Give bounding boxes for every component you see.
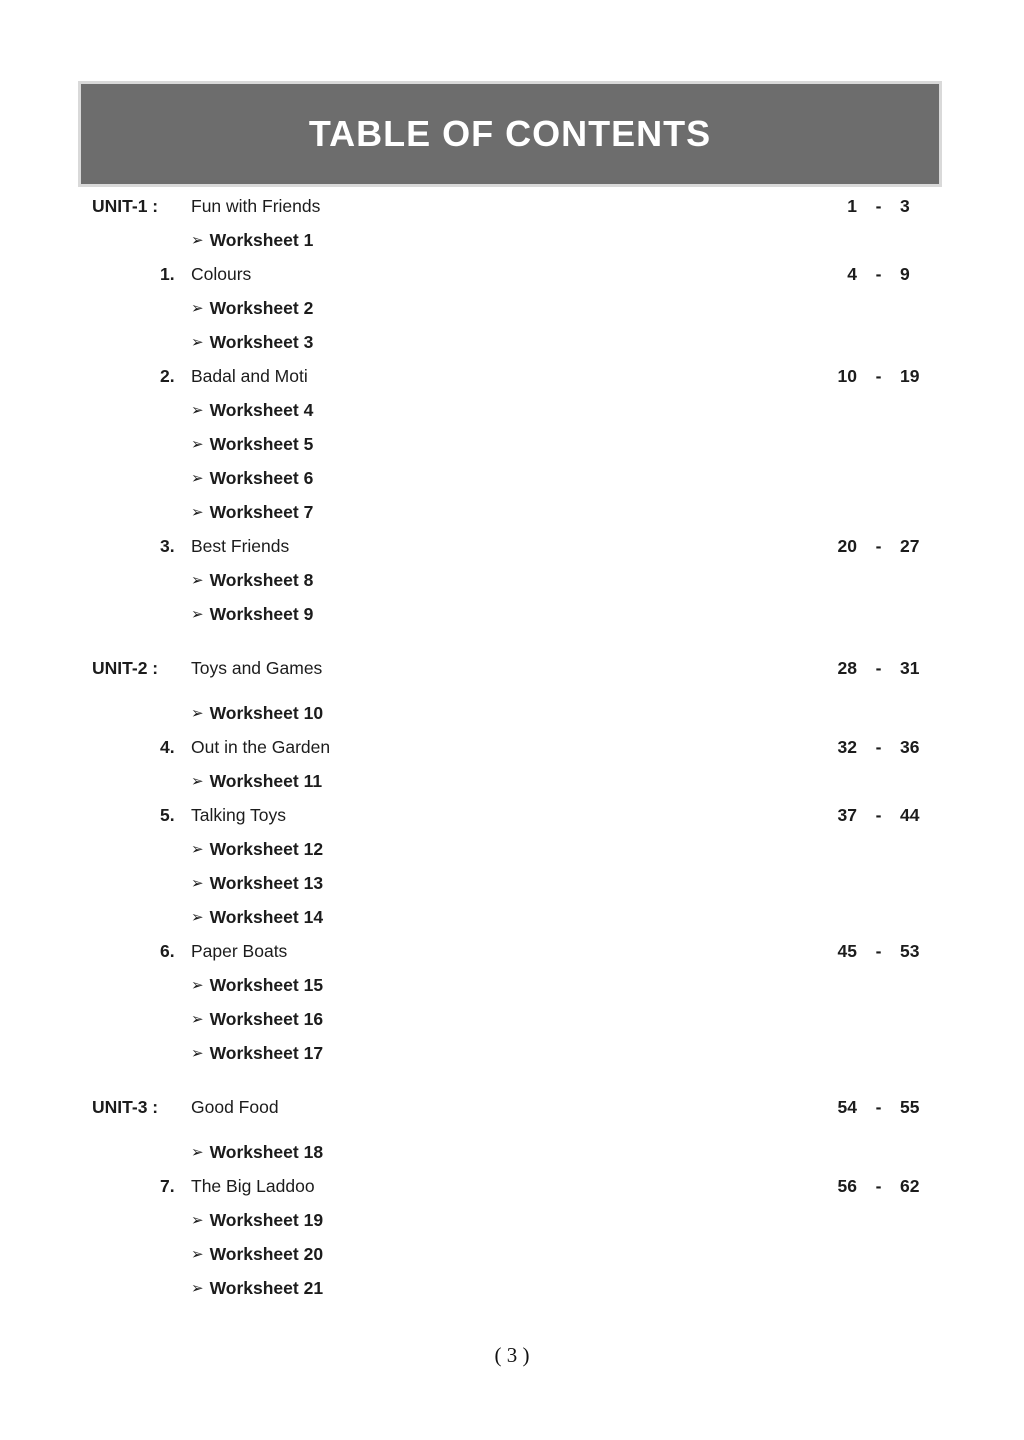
toc-row-lesson bbox=[80, 529, 944, 563]
worksheet-title: Worksheet 21 bbox=[209, 1278, 324, 1298]
toc-row-lesson bbox=[80, 934, 944, 968]
toc-row-unit bbox=[80, 1090, 944, 1124]
arrow-bullet-icon: ➢ bbox=[191, 1044, 204, 1062]
toc-row-worksheet bbox=[80, 291, 944, 325]
page-range bbox=[817, 257, 944, 291]
toc-row-worksheet bbox=[80, 563, 944, 597]
page-title-banner bbox=[78, 81, 942, 187]
toc-row-lesson bbox=[80, 359, 944, 393]
page-dash: - bbox=[875, 264, 882, 284]
arrow-bullet-icon: ➢ bbox=[191, 1279, 204, 1297]
toc-row-worksheet bbox=[80, 866, 944, 900]
arrow-bullet-icon: ➢ bbox=[191, 840, 204, 858]
page-dash: - bbox=[875, 941, 882, 961]
toc-row-worksheet bbox=[80, 325, 944, 359]
page-range bbox=[817, 529, 944, 563]
arrow-bullet-icon: ➢ bbox=[191, 976, 204, 994]
lesson-title: Out in the Garden bbox=[191, 737, 331, 757]
arrow-bullet-icon: ➢ bbox=[191, 1010, 204, 1028]
toc-row-worksheet bbox=[80, 900, 944, 934]
toc-row-worksheet bbox=[80, 1036, 944, 1070]
page-dash: - bbox=[875, 658, 882, 678]
toc-row-worksheet bbox=[80, 696, 944, 730]
toc-row-worksheet bbox=[80, 832, 944, 866]
lesson-title: Colours bbox=[191, 264, 252, 284]
toc-row-worksheet bbox=[80, 393, 944, 427]
arrow-bullet-icon: ➢ bbox=[191, 571, 204, 589]
page-start: 1 bbox=[847, 196, 857, 216]
page-end: 36 bbox=[900, 737, 920, 757]
toc-row-worksheet bbox=[80, 427, 944, 461]
lesson-title: Badal and Moti bbox=[191, 366, 308, 386]
lesson-title: Best Friends bbox=[191, 536, 290, 556]
arrow-bullet-icon: ➢ bbox=[191, 231, 204, 249]
worksheet-title: Worksheet 2 bbox=[209, 298, 314, 318]
page-start: 28 bbox=[837, 658, 857, 678]
worksheet-title: Worksheet 20 bbox=[209, 1244, 324, 1264]
toc-row-worksheet bbox=[80, 1135, 944, 1169]
page-range bbox=[817, 189, 944, 223]
page-start: 37 bbox=[837, 805, 857, 825]
worksheet-title: Worksheet 7 bbox=[209, 502, 314, 522]
page-range bbox=[817, 1169, 944, 1203]
lesson-number: 2. bbox=[160, 366, 175, 386]
toc-row-worksheet bbox=[80, 495, 944, 529]
page-dash: - bbox=[875, 805, 882, 825]
page-end: 53 bbox=[900, 941, 920, 961]
worksheet-title: Worksheet 14 bbox=[209, 907, 324, 927]
worksheet-title: Worksheet 5 bbox=[209, 434, 314, 454]
worksheet-title: Worksheet 10 bbox=[209, 703, 324, 723]
page-end: 44 bbox=[900, 805, 920, 825]
page-footer bbox=[0, 1341, 1024, 1369]
page-end: 9 bbox=[900, 264, 910, 284]
worksheet-title: Worksheet 18 bbox=[209, 1142, 324, 1162]
page-start: 54 bbox=[837, 1097, 857, 1117]
unit-title: Toys and Games bbox=[191, 658, 323, 678]
arrow-bullet-icon: ➢ bbox=[191, 1143, 204, 1161]
page-range bbox=[817, 798, 944, 832]
page-start: 56 bbox=[837, 1176, 857, 1196]
page-start: 4 bbox=[847, 264, 857, 284]
arrow-bullet-icon: ➢ bbox=[191, 469, 204, 487]
toc-row-worksheet bbox=[80, 223, 944, 257]
page-start: 10 bbox=[837, 366, 857, 386]
page-range bbox=[817, 730, 944, 764]
page-dash: - bbox=[875, 536, 882, 556]
unit-label: UNIT-2 : bbox=[92, 658, 159, 678]
worksheet-title: Worksheet 11 bbox=[209, 771, 323, 791]
page-dash: - bbox=[875, 737, 882, 757]
toc-row-worksheet bbox=[80, 1203, 944, 1237]
arrow-bullet-icon: ➢ bbox=[191, 605, 204, 623]
page-end: 27 bbox=[900, 536, 920, 556]
unit-label: UNIT-1 : bbox=[92, 196, 159, 216]
arrow-bullet-icon: ➢ bbox=[191, 435, 204, 453]
toc-row-lesson bbox=[80, 730, 944, 764]
worksheet-title: Worksheet 19 bbox=[209, 1210, 324, 1230]
unit-title: Fun with Friends bbox=[191, 196, 321, 216]
page-range bbox=[817, 359, 944, 393]
arrow-bullet-icon: ➢ bbox=[191, 704, 204, 722]
lesson-title: The Big Laddoo bbox=[191, 1176, 315, 1196]
toc-row-worksheet bbox=[80, 597, 944, 631]
worksheet-title: Worksheet 3 bbox=[209, 332, 314, 352]
worksheet-title: Worksheet 13 bbox=[209, 873, 324, 893]
arrow-bullet-icon: ➢ bbox=[191, 1245, 204, 1263]
toc-row-worksheet bbox=[80, 1002, 944, 1036]
arrow-bullet-icon: ➢ bbox=[191, 299, 204, 317]
unit-title: Good Food bbox=[191, 1097, 279, 1117]
page-dash: - bbox=[875, 1097, 882, 1117]
page-dash: - bbox=[875, 366, 882, 386]
page-start: 20 bbox=[837, 536, 857, 556]
toc-row-unit bbox=[80, 189, 944, 223]
page-range bbox=[817, 651, 944, 685]
lesson-number: 5. bbox=[160, 805, 175, 825]
worksheet-title: Worksheet 8 bbox=[209, 570, 314, 590]
page-end: 55 bbox=[900, 1097, 920, 1117]
toc-row-unit bbox=[80, 651, 944, 685]
lesson-number: 6. bbox=[160, 941, 175, 961]
page-range bbox=[817, 1090, 944, 1124]
worksheet-title: Worksheet 6 bbox=[209, 468, 314, 488]
page-end: 3 bbox=[900, 196, 910, 216]
unit-label: UNIT-3 : bbox=[92, 1097, 159, 1117]
toc-list bbox=[80, 185, 944, 1305]
worksheet-title: Worksheet 1 bbox=[209, 230, 314, 250]
toc-row-worksheet bbox=[80, 764, 944, 798]
lesson-title: Paper Boats bbox=[191, 941, 288, 961]
arrow-bullet-icon: ➢ bbox=[191, 503, 204, 521]
worksheet-title: Worksheet 16 bbox=[209, 1009, 324, 1029]
worksheet-title: Worksheet 15 bbox=[209, 975, 324, 995]
worksheet-title: Worksheet 4 bbox=[209, 400, 314, 420]
arrow-bullet-icon: ➢ bbox=[191, 1211, 204, 1229]
page-start: 45 bbox=[837, 941, 857, 961]
lesson-number: 4. bbox=[160, 737, 175, 757]
toc-row-lesson bbox=[80, 257, 944, 291]
page-range bbox=[817, 934, 944, 968]
arrow-bullet-icon: ➢ bbox=[191, 401, 204, 419]
page-end: 19 bbox=[900, 366, 920, 386]
lesson-number: 7. bbox=[160, 1176, 175, 1196]
toc-row-worksheet bbox=[80, 1237, 944, 1271]
worksheet-title: Worksheet 9 bbox=[209, 604, 314, 624]
lesson-number: 1. bbox=[160, 264, 175, 284]
arrow-bullet-icon: ➢ bbox=[191, 908, 204, 926]
arrow-bullet-icon: ➢ bbox=[191, 874, 204, 892]
lesson-title: Talking Toys bbox=[191, 805, 287, 825]
toc-row-worksheet bbox=[80, 1271, 944, 1305]
page-number: ( 3 ) bbox=[494, 1343, 530, 1367]
lesson-number: 3. bbox=[160, 536, 175, 556]
toc-row-lesson bbox=[80, 1169, 944, 1203]
page-title: TABLE OF CONTENTS bbox=[308, 113, 712, 154]
page-dash: - bbox=[875, 196, 882, 216]
page-end: 31 bbox=[900, 658, 920, 678]
arrow-bullet-icon: ➢ bbox=[191, 772, 204, 790]
toc-row-worksheet bbox=[80, 968, 944, 1002]
worksheet-title: Worksheet 12 bbox=[209, 839, 324, 859]
page-dash: - bbox=[875, 1176, 882, 1196]
toc-row-worksheet bbox=[80, 461, 944, 495]
worksheet-title: Worksheet 17 bbox=[209, 1043, 324, 1063]
page-end: 62 bbox=[900, 1176, 920, 1196]
arrow-bullet-icon: ➢ bbox=[191, 333, 204, 351]
toc-row-lesson bbox=[80, 798, 944, 832]
page-start: 32 bbox=[837, 737, 857, 757]
